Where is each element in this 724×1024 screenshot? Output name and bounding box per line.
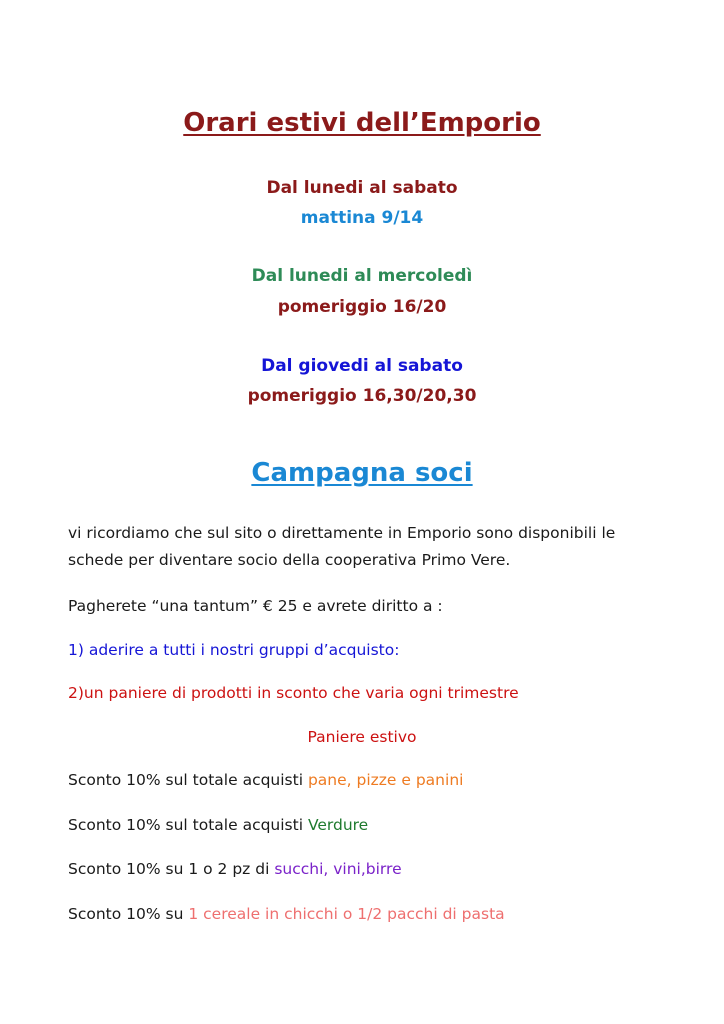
discount-2-prefix: Sconto 10% sul totale acquisti: [68, 816, 308, 834]
discount-line-1: [68, 771, 463, 789]
discount-line-3: [68, 860, 402, 878]
intro-line-1: vi ricordiamo che sul sito o direttamente in Emporio sono disponibili le: [68, 524, 616, 542]
hours-block1-days: Dal lunedi al sabato: [266, 178, 458, 198]
discount-3-prefix: Sconto 10% su 1 o 2 pz di: [68, 860, 275, 878]
benefit-2: 2)un paniere di prodotti in sconto che varia ogni trimestre: [68, 684, 519, 702]
fee-line: Pagherete “una tantum” € 25 e avrete diritto a :: [68, 597, 443, 615]
hours-block3-time: pomeriggio 16,30/20,30: [247, 386, 477, 406]
intro-line-2: schede per diventare socio della cooperativa Primo Vere.: [68, 551, 511, 569]
hours-block1-time: mattina 9/14: [300, 208, 424, 228]
campaign-title: Campagna soci: [251, 458, 473, 488]
discount-4-prefix: Sconto 10% su: [68, 905, 189, 923]
discount-line-4: [68, 905, 505, 923]
hours-block3-days: Dal giovedi al sabato: [261, 356, 463, 376]
discount-1-prefix: Sconto 10% sul totale acquisti: [68, 771, 308, 789]
discount-1-item: pane, pizze e panini: [307, 771, 464, 789]
discount-3-item: succhi, vini,birre: [274, 860, 402, 878]
discount-4-item: 1 cereale in chicchi o 1/2 pacchi di pasta: [188, 905, 505, 923]
hours-block2-time: pomeriggio 16/20: [277, 297, 447, 317]
benefit-1: 1) aderire a tutti i nostri gruppi d’acquisto:: [68, 641, 400, 659]
hours-title: Orari estivi dell’Emporio: [183, 108, 541, 138]
discount-line-2: [68, 816, 368, 834]
hours-block2-days: Dal lunedi al mercoledì: [251, 266, 473, 286]
discount-2-item: Verdure: [307, 816, 369, 834]
basket-title: Paniere estivo: [307, 728, 417, 746]
